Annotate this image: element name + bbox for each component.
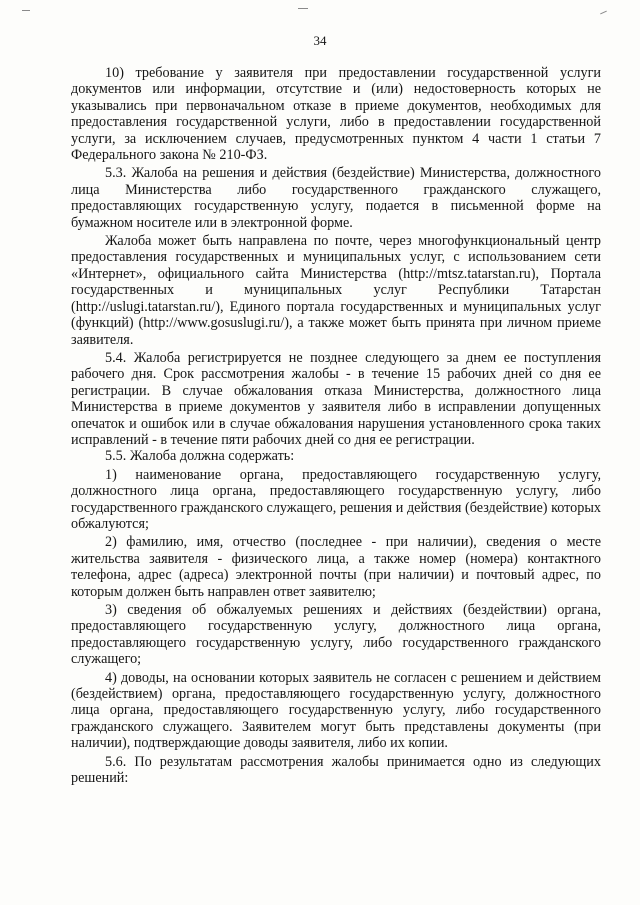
paragraph-item-10: 10) требование у заявителя при предоставлении государственной услуги документов или информации, отсутствие и (или) недостоверность которых не указывались при первоначальном отказе в приеме документов, необходимых для предоставления государственной услуги, либо в предоставлении государственной услуги, за исключением случаев, предусмотренных пунктом 4 части 1 статьи 7 Федерального закона № 210-ФЗ. — [71, 65, 601, 164]
paragraph-item-3: 3) сведения об обжалуемых решениях и действиях (бездействии) органа, предоставляющего государственную услугу, должностного лица органа, предоставляющего государственную услугу, либо государственного гражданского служащего; — [71, 602, 601, 668]
paragraph-5-3: 5.3. Жалоба на решения и действия (бездействие) Министерства, должностного лица Министерства либо государственного гражданского служащего, предоставляющих государственную услугу, подается в письменной форме на бумажном носителе или в электронной форме. — [71, 165, 601, 231]
paragraph-5-6: 5.6. По результатам рассмотрения жалобы принимается одно из следующих решений: — [71, 753, 601, 787]
scan-mark — [298, 8, 308, 9]
scan-mark — [22, 10, 30, 11]
page-number: 34 — [313, 33, 327, 48]
body-text — [71, 65, 601, 786]
paragraph-5-4: 5.4. Жалоба регистрируется не позднее следующего за днем ее поступления рабочего дня. Срок рассмотрения жалобы - в течение 15 рабочих дней со дня ее регистрации. В случае обжалования отказа Министерства, должностного лица Министерства в приеме документов у заявителя либо в исправлении допущенных опечаток и ошибок или в случае обжалования нарушения установленного срока таких исправлений - в течение пяти рабочих дней со дня ее регистрации. — [71, 349, 601, 448]
paragraph-item-4: 4) доводы, на основании которых заявитель не согласен с решением и действием (бездействием) органа, предоставляющего государственную услугу, должностного лица органа, предоставляющего государственную услугу, либо государственного гражданского служащего. Заявителем могут быть представлены документы (при наличии), подтверждающие доводы заявителя, либо их копии. — [71, 669, 601, 752]
paragraph-item-2: 2) фамилию, имя, отчество (последнее - при наличии), сведения о месте жительства заявителя - физического лица, а также номер (номера) контактного телефона, адрес (адреса) электронной почты (при наличии) и почтовый адрес, по которым должен быть направлен ответ заявителю; — [71, 534, 601, 600]
paragraph-5-5: 5.5. Жалоба должна содержать: — [105, 448, 295, 465]
scan-mark — [600, 11, 607, 15]
paragraph-complaint-channels: Жалоба может быть направлена по почте, через многофункциональный центр предоставления государственных и муниципальных услуг, с использованием сети «Интернет», официального сайта Министерства (http://mtsz.tatarstan.ru), Портала государственных и муниципальных услуг Республики Татарстан (http://uslugi.tatarstan.ru/), Единого портала государственных и муниципальных услуг (функций) (http://www.gosuslugi.ru/), а также может быть принята при личном приеме заявителя. — [71, 233, 601, 348]
paragraph-item-1: 1) наименование органа, предоставляющего государственную услугу, должностного лица органа, предоставляющего государственную услугу, либо государственного гражданского служащего, решения и действия (бездействие) которых обжалуются; — [71, 466, 601, 532]
